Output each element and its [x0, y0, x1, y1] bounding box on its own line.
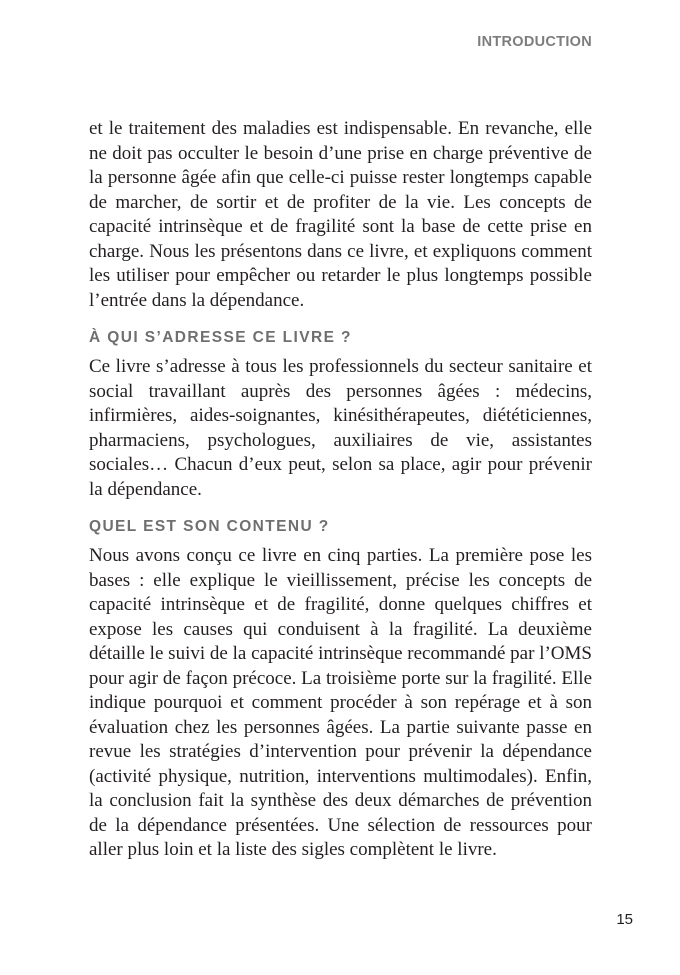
running-header: INTRODUCTION	[477, 34, 592, 50]
section-heading-contents: QUEL EST SON CONTENU ?	[89, 518, 330, 535]
intro-paragraph: et le traitement des maladies est indispensable. En revanche, elle ne doit pas occulter le besoin d’une prise en charge préventive de la personne âgée afin que celle-ci puisse rester longtemps capable de marcher, de sortir et de profiter de la vie. Les concepts de capacité intrinsèque et de fragilité sont la base de cette prise en charge. Nous les présentons dans ce livre, et expliquons comment les utiliser pour empêcher ou retarder le plus longtemps possible l’entrée dans la dépendance.	[89, 118, 592, 311]
page-body	[89, 117, 592, 863]
section-paragraph-audience: Ce livre s’adresse à tous les professionnels du secteur sanitaire et social travaillant auprès des personnes âgées : médecins, infirmières, aides-soignantes, kinésithérapeutes, diététiciennes, pharmaciens, psychologues, auxiliaires de vie, assistantes sociales… Chacun d’eux peut, selon sa place, agir pour prévenir la dépendance.	[89, 356, 592, 500]
section-heading-audience: À QUI S’ADRESSE CE LIVRE ?	[89, 329, 352, 346]
page-number: 15	[616, 911, 633, 928]
section-paragraph-contents: Nous avons conçu ce livre en cinq parties. La première pose les bases : elle explique le vieillissement, précise les concepts de capacité intrinsèque et de fragilité, donne quelques chiffres et expose les causes qui conduisent à la fragilité. La deuxième détaille le suivi de la capacité intrinsèque recommandé par l’OMS pour agir de façon précoce. La troisième porte sur la fragilité. Elle indique pourquoi et comment procéder à son repérage et à son évaluation chez les personnes âgées. La partie suivante passe en revue les stratégies d’intervention pour prévenir la dépendance (activité physique, nutrition, interventions multimodales). Enfin, la conclusion fait la synthèse des deux démarches de prévention de la dépendance présentées. Une sélection de ressources pour aller plus loin et la liste des sigles complètent le livre.	[89, 545, 592, 860]
